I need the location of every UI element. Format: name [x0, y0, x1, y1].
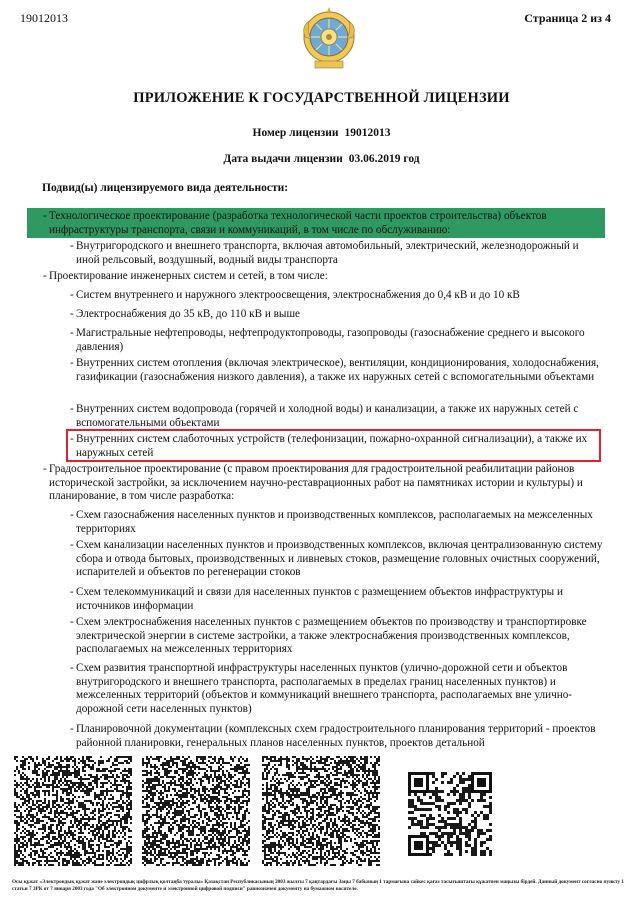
list-item: - Технологическое проектирование (разработка технологической части проектов строительства) объектов инфраструктуры транспорта, связи и коммуникаций, в том числе по обслуживанию: — [43, 210, 547, 236]
page-indicator: Страница 2 из 4 — [524, 11, 611, 25]
data-matrix-code-2-icon — [142, 756, 250, 866]
license-date-row — [0, 153, 643, 165]
list-item: - Внутренних систем слаботочных устройств (телефонизации, пожарно-охранной сигнализации), а также их наружных сетей — [70, 433, 588, 459]
license-number-label: Номер лицензии — [252, 127, 339, 139]
document-number: 19012013 — [20, 11, 68, 25]
list-item: - Внутренних систем отопления (включая электрическое), вентиляции, кондиционирования, холодоснабжения, газификации (газоснабжения низкого давления), а также их наружных сетей с вспомогательными объектами — [70, 357, 599, 383]
subtypes-heading: Подвид(ы) лицензируемого вида деятельности: — [42, 182, 289, 194]
state-emblem-icon — [301, 7, 357, 71]
list-item: - Градостроительное проектирование (с правом проектирования для градостроительной реабилитации районов исторической застройки, за исключением научно-реставрационных работ на памятниках истории и культуры) и планирование, в том числе разработка: — [43, 463, 583, 503]
list-item: - Магистральные нефтепроводы, нефтепродуктопроводы, газопроводы (газоснабжение среднего и высокого давления) — [70, 327, 585, 353]
list-item: - Планировочной документации (комплексных схем градостроительного планирования территорий - проектов районной планировки, генеральных планов населенных пунктов, проектов детальной — [70, 723, 596, 749]
list-item: - Электроснабжения до 35 кВ, до 110 кВ и выше — [70, 308, 301, 320]
list-item: - Схем телекоммуникаций и связи для населенных пунктов с размещением объектов инфраструктуры и источников информации — [70, 586, 563, 612]
list-item: - Систем внутреннего и наружного электроосвещения, электроснабжения до 0,4 кВ и до 10 кВ — [70, 289, 520, 301]
page-title: ПРИЛОЖЕНИЕ К ГОСУДАРСТВЕННОЙ ЛИЦЕНЗИИ — [133, 90, 510, 106]
data-matrix-code-1-icon — [14, 756, 132, 866]
data-matrix-code-3-icon — [262, 756, 380, 866]
license-number-value: 19012013 — [344, 127, 391, 139]
license-date-value: 03.06.2019 год — [348, 153, 420, 165]
qr-code-icon — [408, 772, 492, 856]
list-item: - Схем канализации населенных пунктов и производственных комплексов, включая централизованную систему сбора и отвода бытовых, производственных и ливневых стоков, размещение головных очистных сооружений, испарителей и объектов по регенерации стоков — [70, 539, 603, 579]
list-item: - Схем развития транспортной инфраструктуры населенных пунктов (улично-дорожной сети и объектов внутригородского и внешнего транспорта, располагаемых в пределах границ населенных пунктов) и межселенных территорий (объектов и коммуникаций внешнего транспорта, располагаемых вне улично-дорожной сети населенных пунктов) — [70, 662, 573, 715]
legal-footer-text: Осы құжат «Электрондық құжат және электрондық цифрлық қолтаңба туралы» Қазақстан Республикасының 2003 жылғы 7 қаңтардағы Заңы 7 бабының 1 тармағына сәйкес қағаз тасығыштағы құжатпен маңызы бірдей. Данный документ согласно пункту 1 статьи 7 ЗРК от 7 января 2003 года "Об электронном документе и электронной цифровой подписи" равнозначен документу на бумажном носителе. — [12, 879, 625, 892]
license-number-row — [0, 127, 643, 139]
list-item: - Внутренних систем водопровода (горячей и холодной воды) и канализации, а также их наружных сетей с вспомогательными объектами — [70, 403, 579, 429]
list-item: - Схем электроснабжения населенных пунктов с размещением объектов по производству и транспортировке электрической энергии в системе застройки, а также электроснабжения производственных комплексов, располагаемых на межселенных территориях — [70, 616, 587, 656]
list-item: - Внутригородского и внешнего транспорта, включая автомобильный, электрический, железнодорожный и иной рельсовый, воздушный, водный виды транспорта — [70, 240, 579, 266]
list-item: - Проектирование инженерных систем и сетей, в том числе: — [43, 270, 328, 282]
list-item: - Схем газоснабжения населенных пунктов и производственных комплексов, располагаемых на межселенных территориях — [70, 509, 593, 535]
license-date-label: Дата выдачи лицензии — [223, 153, 343, 165]
